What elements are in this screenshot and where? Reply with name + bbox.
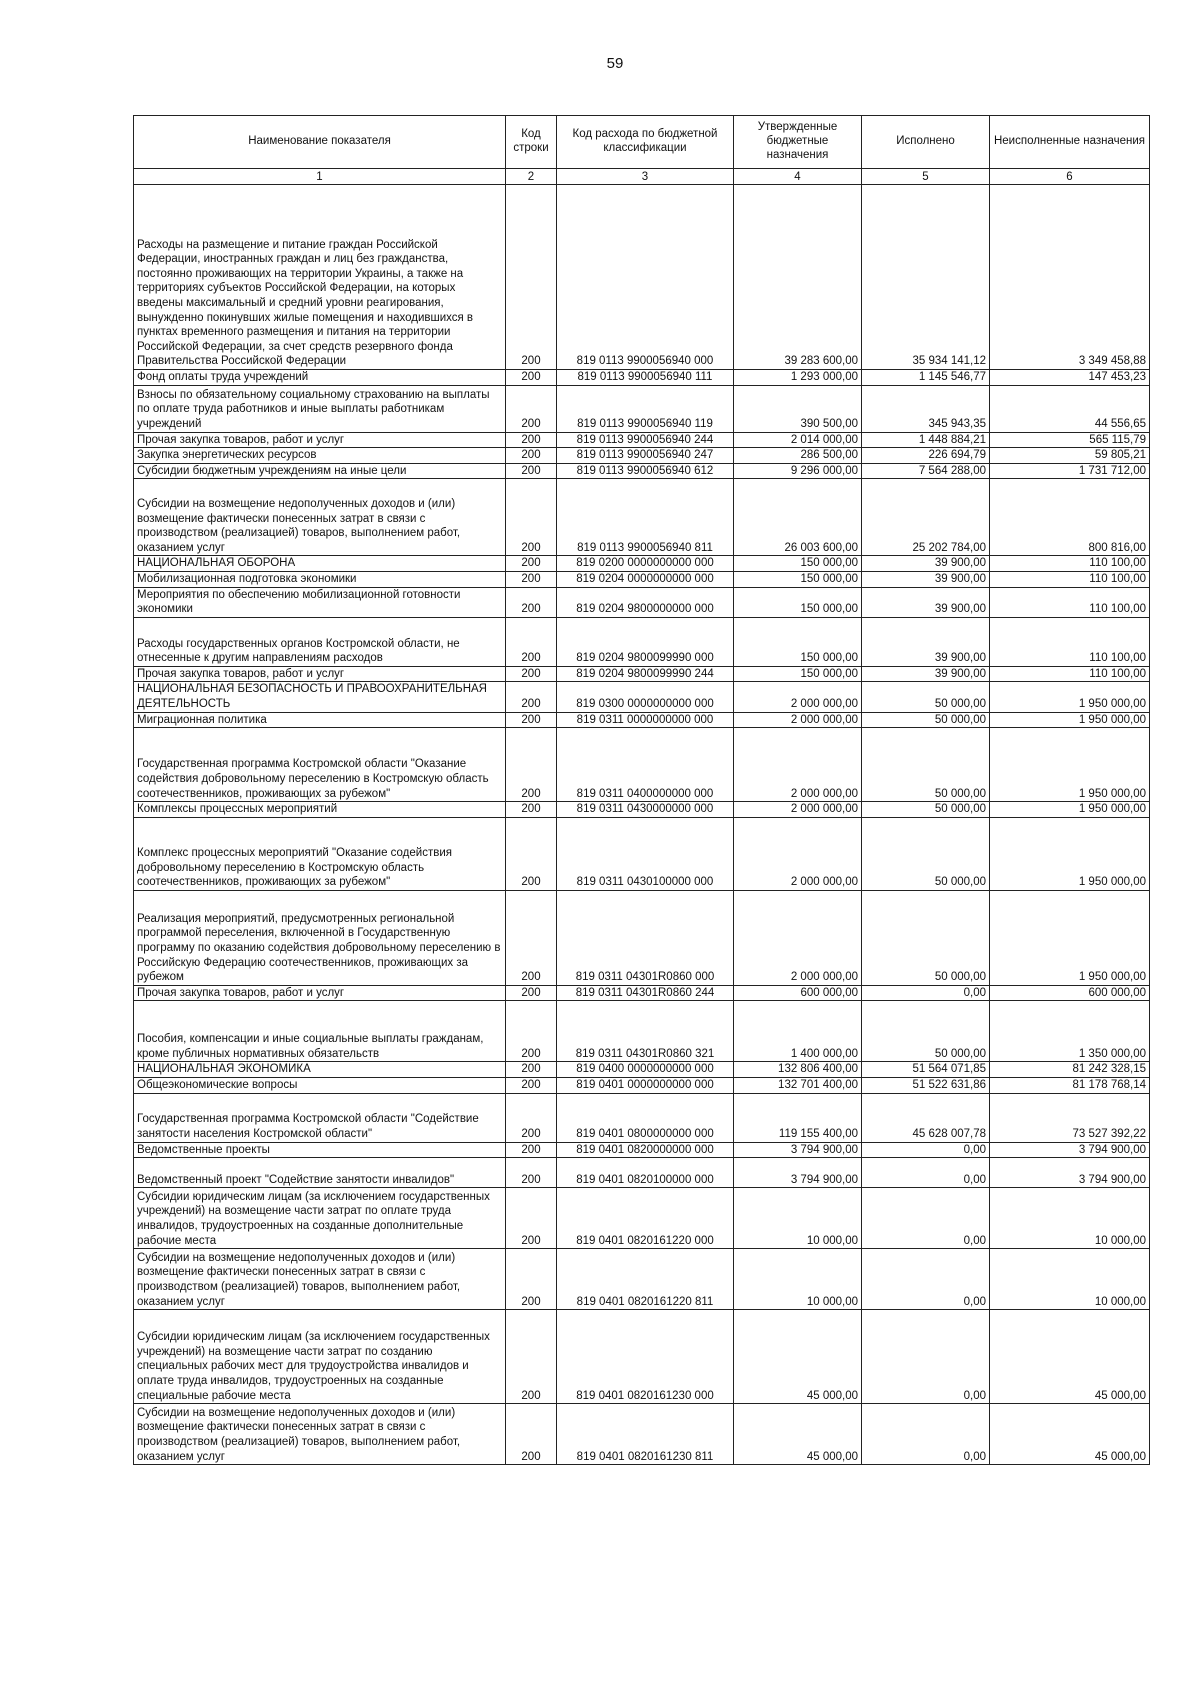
table-row xyxy=(134,817,1150,890)
row-line-code: 200 xyxy=(506,1310,557,1404)
row-executed: 0,00 xyxy=(862,1142,990,1158)
table-header xyxy=(134,116,1150,185)
row-name: Комплексы процессных мероприятий xyxy=(134,802,506,818)
row-unexecuted: 1 350 000,00 xyxy=(990,1001,1150,1062)
row-budget-code: 819 0401 0820161230 000 xyxy=(557,1310,734,1404)
row-line-code: 200 xyxy=(506,617,557,666)
row-unexecuted: 147 453,23 xyxy=(990,370,1150,386)
row-executed: 39 900,00 xyxy=(862,556,990,572)
row-unexecuted: 73 527 392,22 xyxy=(990,1093,1150,1142)
row-line-code: 200 xyxy=(506,448,557,464)
row-unexecuted: 1 950 000,00 xyxy=(990,890,1150,985)
row-executed: 39 900,00 xyxy=(862,666,990,682)
row-executed: 35 934 141,12 xyxy=(862,185,990,370)
row-unexecuted: 600 000,00 xyxy=(990,985,1150,1001)
row-budget-code: 819 0311 04301R0860 321 xyxy=(557,1001,734,1062)
row-budget-code: 819 0400 0000000000 000 xyxy=(557,1062,734,1078)
row-executed: 0,00 xyxy=(862,1188,990,1249)
row-approved: 390 500,00 xyxy=(734,385,862,432)
row-approved: 119 155 400,00 xyxy=(734,1093,862,1142)
row-executed: 50 000,00 xyxy=(862,890,990,985)
col-header-approved: Утвержденные бюджетные назначения xyxy=(734,116,862,169)
table-row xyxy=(134,1188,1150,1249)
row-budget-code: 819 0311 0430000000 000 xyxy=(557,802,734,818)
row-executed: 1 448 884,21 xyxy=(862,432,990,448)
row-executed: 39 900,00 xyxy=(862,617,990,666)
row-executed: 50 000,00 xyxy=(862,802,990,818)
row-name: Мероприятия по обеспечению мобилизационной готовности экономики xyxy=(134,587,506,617)
table-row xyxy=(134,1077,1150,1093)
row-approved: 2 000 000,00 xyxy=(734,890,862,985)
budget-execution-table xyxy=(133,115,1150,1465)
row-unexecuted: 3 349 458,88 xyxy=(990,185,1150,370)
row-executed: 226 694,79 xyxy=(862,448,990,464)
row-unexecuted: 1 950 000,00 xyxy=(990,728,1150,802)
row-line-code: 200 xyxy=(506,556,557,572)
table-row xyxy=(134,370,1150,386)
table-row xyxy=(134,802,1150,818)
row-executed: 50 000,00 xyxy=(862,1001,990,1062)
row-name: Субсидии на возмещение недополученных доходов и (или) возмещение фактически понесенных затрат в связи с производством (реализацией) товаров, выполнением работ, оказанием услуг xyxy=(134,479,506,556)
col-number: 2 xyxy=(506,169,557,185)
row-line-code: 200 xyxy=(506,1077,557,1093)
row-line-code: 200 xyxy=(506,712,557,728)
row-executed: 51 564 071,85 xyxy=(862,1062,990,1078)
row-unexecuted: 110 100,00 xyxy=(990,556,1150,572)
row-name: Пособия, компенсации и иные социальные выплаты гражданам, кроме публичных нормативных обязательств xyxy=(134,1001,506,1062)
row-unexecuted: 110 100,00 xyxy=(990,587,1150,617)
row-name: Прочая закупка товаров, работ и услуг xyxy=(134,432,506,448)
row-name: Фонд оплаты труда учреждений xyxy=(134,370,506,386)
row-executed: 7 564 288,00 xyxy=(862,463,990,479)
row-line-code: 200 xyxy=(506,571,557,587)
row-executed: 0,00 xyxy=(862,1158,990,1188)
row-budget-code: 819 0204 9800000000 000 xyxy=(557,587,734,617)
page-number: 59 xyxy=(606,55,624,72)
row-name: Ведомственные проекты xyxy=(134,1142,506,1158)
row-name: Прочая закупка товаров, работ и услуг xyxy=(134,666,506,682)
row-approved: 3 794 900,00 xyxy=(734,1142,862,1158)
row-budget-code: 819 0311 0430100000 000 xyxy=(557,817,734,890)
table-row xyxy=(134,385,1150,432)
row-unexecuted: 45 000,00 xyxy=(990,1310,1150,1404)
col-header-executed: Исполнено xyxy=(862,116,990,169)
row-name: Миграционная политика xyxy=(134,712,506,728)
row-executed: 50 000,00 xyxy=(862,712,990,728)
row-budget-code: 819 0113 9900056940 244 xyxy=(557,432,734,448)
table-row xyxy=(134,556,1150,572)
row-line-code: 200 xyxy=(506,1062,557,1078)
row-executed: 0,00 xyxy=(862,985,990,1001)
table-row xyxy=(134,1249,1150,1310)
row-budget-code: 819 0311 04301R0860 244 xyxy=(557,985,734,1001)
table-row xyxy=(134,682,1150,712)
row-name: Государственная программа Костромской области "Содействие занятости населения Костромской области" xyxy=(134,1093,506,1142)
table-row xyxy=(134,712,1150,728)
table-row xyxy=(134,1310,1150,1404)
table-row xyxy=(134,1062,1150,1078)
table-row xyxy=(134,587,1150,617)
row-unexecuted: 800 816,00 xyxy=(990,479,1150,556)
row-approved: 2 000 000,00 xyxy=(734,802,862,818)
row-unexecuted: 81 242 328,15 xyxy=(990,1062,1150,1078)
row-approved: 132 806 400,00 xyxy=(734,1062,862,1078)
row-name: Государственная программа Костромской области "Оказание содействия добровольному переселению в Костромскую область соотечественников, проживающих за рубежом" xyxy=(134,728,506,802)
row-approved: 2 014 000,00 xyxy=(734,432,862,448)
col-header-line-code: Код строки xyxy=(506,116,557,169)
row-unexecuted: 1 950 000,00 xyxy=(990,712,1150,728)
row-executed: 50 000,00 xyxy=(862,728,990,802)
row-executed: 0,00 xyxy=(862,1404,990,1465)
row-unexecuted: 110 100,00 xyxy=(990,617,1150,666)
table-row xyxy=(134,1093,1150,1142)
row-line-code: 200 xyxy=(506,432,557,448)
row-line-code: 200 xyxy=(506,1158,557,1188)
row-budget-code: 819 0113 9900056940 247 xyxy=(557,448,734,464)
table-row xyxy=(134,1142,1150,1158)
row-line-code: 200 xyxy=(506,1142,557,1158)
row-approved: 150 000,00 xyxy=(734,617,862,666)
row-line-code: 200 xyxy=(506,1001,557,1062)
row-executed: 1 145 546,77 xyxy=(862,370,990,386)
row-budget-code: 819 0401 0820161220 811 xyxy=(557,1249,734,1310)
row-budget-code: 819 0401 0820161220 000 xyxy=(557,1188,734,1249)
row-name: Субсидии юридическим лицам (за исключением государственных учреждений) на возмещение части затрат по созданию специальных рабочих мест для трудоустройства инвалидов и оплате труда инвалидов, трудоустроенных на созданные специальные рабочие места xyxy=(134,1310,506,1404)
row-executed: 51 522 631,86 xyxy=(862,1077,990,1093)
table-row xyxy=(134,666,1150,682)
row-approved: 26 003 600,00 xyxy=(734,479,862,556)
row-budget-code: 819 0204 9800099990 244 xyxy=(557,666,734,682)
row-executed: 25 202 784,00 xyxy=(862,479,990,556)
row-line-code: 200 xyxy=(506,890,557,985)
table-row xyxy=(134,448,1150,464)
row-name: Мобилизационная подготовка экономики xyxy=(134,571,506,587)
row-line-code: 200 xyxy=(506,666,557,682)
row-line-code: 200 xyxy=(506,385,557,432)
row-name: Закупка энергетических ресурсов xyxy=(134,448,506,464)
row-unexecuted: 10 000,00 xyxy=(990,1188,1150,1249)
row-unexecuted: 110 100,00 xyxy=(990,666,1150,682)
col-number: 6 xyxy=(990,169,1150,185)
row-line-code: 200 xyxy=(506,587,557,617)
row-approved: 1 293 000,00 xyxy=(734,370,862,386)
row-budget-code: 819 0401 0800000000 000 xyxy=(557,1093,734,1142)
col-header-unexecuted: Неисполненные назначения xyxy=(990,116,1150,169)
row-executed: 0,00 xyxy=(862,1310,990,1404)
row-name: Субсидии на возмещение недополученных доходов и (или) возмещение фактически понесенных затрат в связи с производством (реализацией) товаров, выполнением работ, оказанием услуг xyxy=(134,1249,506,1310)
row-approved: 2 000 000,00 xyxy=(734,728,862,802)
row-name: Комплекс процессных мероприятий "Оказание содействия добровольному переселению в Костромскую область соотечественников, проживающих за рубежом" xyxy=(134,817,506,890)
row-name: Прочая закупка товаров, работ и услуг xyxy=(134,985,506,1001)
row-approved: 1 400 000,00 xyxy=(734,1001,862,1062)
row-unexecuted: 45 000,00 xyxy=(990,1404,1150,1465)
row-budget-code: 819 0113 9900056940 119 xyxy=(557,385,734,432)
table-row xyxy=(134,890,1150,985)
row-approved: 150 000,00 xyxy=(734,587,862,617)
row-approved: 150 000,00 xyxy=(734,556,862,572)
table-row xyxy=(134,185,1150,370)
row-approved: 2 000 000,00 xyxy=(734,682,862,712)
row-unexecuted: 1 731 712,00 xyxy=(990,463,1150,479)
row-budget-code: 819 0401 0820161230 811 xyxy=(557,1404,734,1465)
row-budget-code: 819 0401 0820000000 000 xyxy=(557,1142,734,1158)
row-line-code: 200 xyxy=(506,479,557,556)
row-budget-code: 819 0113 9900056940 111 xyxy=(557,370,734,386)
row-budget-code: 819 0311 0000000000 000 xyxy=(557,712,734,728)
col-number: 1 xyxy=(134,169,506,185)
row-budget-code: 819 0300 0000000000 000 xyxy=(557,682,734,712)
row-executed: 39 900,00 xyxy=(862,571,990,587)
row-budget-code: 819 0401 0820100000 000 xyxy=(557,1158,734,1188)
row-name: Ведомственный проект "Содействие занятости инвалидов" xyxy=(134,1158,506,1188)
row-name: Субсидии бюджетным учреждениям на иные цели xyxy=(134,463,506,479)
row-name: Общеэкономические вопросы xyxy=(134,1077,506,1093)
col-number: 3 xyxy=(557,169,734,185)
row-unexecuted: 565 115,79 xyxy=(990,432,1150,448)
row-unexecuted: 10 000,00 xyxy=(990,1249,1150,1310)
row-budget-code: 819 0311 04301R0860 000 xyxy=(557,890,734,985)
row-unexecuted: 1 950 000,00 xyxy=(990,802,1150,818)
row-line-code: 200 xyxy=(506,185,557,370)
row-name: Реализация мероприятий, предусмотренных региональной программой переселения, включенной в Государственную программу по оказанию содействия добровольному переселению в Российскую Федерацию соотечественников, проживающих за рубежом xyxy=(134,890,506,985)
row-approved: 39 283 600,00 xyxy=(734,185,862,370)
table-row xyxy=(134,571,1150,587)
col-number: 5 xyxy=(862,169,990,185)
table-row xyxy=(134,479,1150,556)
row-approved: 600 000,00 xyxy=(734,985,862,1001)
row-approved: 132 701 400,00 xyxy=(734,1077,862,1093)
row-name: Субсидии юридическим лицам (за исключением государственных учреждений) на возмещение части затрат по оплате труда инвалидов, трудоустроенных на созданные дополнительные рабочие места xyxy=(134,1188,506,1249)
row-executed: 0,00 xyxy=(862,1249,990,1310)
row-approved: 286 500,00 xyxy=(734,448,862,464)
row-name: Расходы государственных органов Костромской области, не отнесенные к другим направлениям расходов xyxy=(134,617,506,666)
row-unexecuted: 1 950 000,00 xyxy=(990,817,1150,890)
row-unexecuted: 81 178 768,14 xyxy=(990,1077,1150,1093)
row-approved: 10 000,00 xyxy=(734,1249,862,1310)
row-unexecuted: 110 100,00 xyxy=(990,571,1150,587)
row-approved: 150 000,00 xyxy=(734,666,862,682)
row-line-code: 200 xyxy=(506,1093,557,1142)
row-unexecuted: 3 794 900,00 xyxy=(990,1142,1150,1158)
row-line-code: 200 xyxy=(506,370,557,386)
row-line-code: 200 xyxy=(506,682,557,712)
row-line-code: 200 xyxy=(506,1188,557,1249)
row-approved: 3 794 900,00 xyxy=(734,1158,862,1188)
table-row xyxy=(134,432,1150,448)
table-row xyxy=(134,463,1150,479)
row-name: НАЦИОНАЛЬНАЯ БЕЗОПАСНОСТЬ И ПРАВООХРАНИТЕЛЬНАЯ ДЕЯТЕЛЬНОСТЬ xyxy=(134,682,506,712)
table-row xyxy=(134,728,1150,802)
row-unexecuted: 59 805,21 xyxy=(990,448,1150,464)
row-line-code: 200 xyxy=(506,1249,557,1310)
row-approved: 9 296 000,00 xyxy=(734,463,862,479)
row-approved: 45 000,00 xyxy=(734,1310,862,1404)
row-line-code: 200 xyxy=(506,985,557,1001)
col-number: 4 xyxy=(734,169,862,185)
row-line-code: 200 xyxy=(506,463,557,479)
row-line-code: 200 xyxy=(506,1404,557,1465)
row-executed: 45 628 007,78 xyxy=(862,1093,990,1142)
row-approved: 10 000,00 xyxy=(734,1188,862,1249)
table-row xyxy=(134,617,1150,666)
row-line-code: 200 xyxy=(506,802,557,818)
table-body xyxy=(134,185,1150,1465)
row-executed: 50 000,00 xyxy=(862,817,990,890)
row-unexecuted: 3 794 900,00 xyxy=(990,1158,1150,1188)
row-approved: 150 000,00 xyxy=(734,571,862,587)
row-budget-code: 819 0113 9900056940 612 xyxy=(557,463,734,479)
row-budget-code: 819 0113 9900056940 811 xyxy=(557,479,734,556)
col-header-budget-code: Код расхода по бюджетной классификации xyxy=(557,116,734,169)
row-name: Взносы по обязательному социальному страхованию на выплаты по оплате труда работников и иные выплаты работникам учреждений xyxy=(134,385,506,432)
row-budget-code: 819 0200 0000000000 000 xyxy=(557,556,734,572)
row-unexecuted: 44 556,65 xyxy=(990,385,1150,432)
row-executed: 50 000,00 xyxy=(862,682,990,712)
row-name: Субсидии на возмещение недополученных доходов и (или) возмещение фактически понесенных затрат в связи с производством (реализацией) товаров, выполнением работ, оказанием услуг xyxy=(134,1404,506,1465)
row-unexecuted: 1 950 000,00 xyxy=(990,682,1150,712)
row-name: Расходы на размещение и питание граждан Российской Федерации, иностранных граждан и лиц без гражданства, постоянно проживающих на территории Украины, а также на территориях субъектов Российской Федерации, на которых введены максимальный и средний уровни реагирования, вынужденно покинувших жилые помещения и находившихся в пунктах временного размещения и питания на территории Российской Федерации, за счет средств резервного фонда Правительства Российской Федерации xyxy=(134,185,506,370)
row-budget-code: 819 0401 0000000000 000 xyxy=(557,1077,734,1093)
table-row xyxy=(134,985,1150,1001)
row-budget-code: 819 0204 9800099990 000 xyxy=(557,617,734,666)
row-executed: 39 900,00 xyxy=(862,587,990,617)
row-name: НАЦИОНАЛЬНАЯ ЭКОНОМИКА xyxy=(134,1062,506,1078)
row-approved: 2 000 000,00 xyxy=(734,712,862,728)
table-row xyxy=(134,1001,1150,1062)
col-header-name: Наименование показателя xyxy=(134,116,506,169)
table-row xyxy=(134,1404,1150,1465)
row-executed: 345 943,35 xyxy=(862,385,990,432)
row-approved: 45 000,00 xyxy=(734,1404,862,1465)
row-approved: 2 000 000,00 xyxy=(734,817,862,890)
row-name: НАЦИОНАЛЬНАЯ ОБОРОНА xyxy=(134,556,506,572)
row-line-code: 200 xyxy=(506,817,557,890)
table-row xyxy=(134,1158,1150,1188)
row-budget-code: 819 0204 0000000000 000 xyxy=(557,571,734,587)
row-budget-code: 819 0311 0400000000 000 xyxy=(557,728,734,802)
row-budget-code: 819 0113 9900056940 000 xyxy=(557,185,734,370)
row-line-code: 200 xyxy=(506,728,557,802)
